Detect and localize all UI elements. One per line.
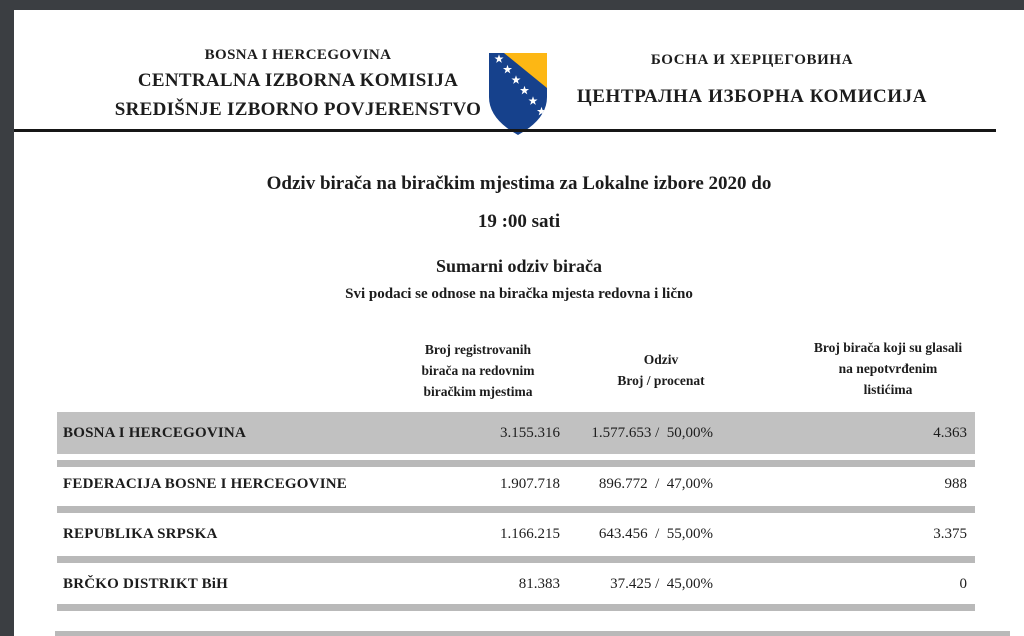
column-header-registered-line3: biračkim mjestima [423,384,533,399]
row-label: REPUBLIKA SRPSKA [63,526,218,542]
row-registered-voters: 1.907.718 [500,476,560,492]
table-row-brcko-distrikt [57,563,975,605]
letterhead-cyrillic-country: БОСНА И ХЕРЦЕГОВИНА [650,52,854,68]
row-turnout: 896.772 / 47,00% [598,476,713,492]
letterhead-latin-commission: CENTRALNA IZBORNA KOMISIJA [137,70,459,91]
letterhead-cyrillic [552,50,952,109]
table-row-republika-srpska [57,513,975,555]
document-title-line1: Odziv birača na biračkim mjestima za Lokalne izbore 2020 do [266,173,772,194]
summary-title: Sumarni odziv birača [435,256,602,276]
column-header-unconfirmed-line3: listićima [863,382,913,397]
column-header-unconfirmed [786,337,990,400]
document-title-line2: 19 :00 sati [477,211,561,232]
row-unconfirmed-ballots: 0 [959,576,967,592]
row-separator [57,604,975,611]
row-turnout: 1.577.653 / 50,00% [591,425,713,441]
column-header-registered-line1: Broj registrovanih [424,342,532,357]
column-header-turnout [576,349,746,391]
column-header-unconfirmed-line1: Broj birača koji su glasali [813,340,963,355]
bih-coat-of-arms-icon [487,51,549,137]
letterhead-latin-commission-alt: SREDIŠNJE IZBORNO POVJERENSTVO [114,99,482,120]
table-row-federacija-bih [57,463,975,505]
letterhead-divider [14,129,996,132]
row-unconfirmed-ballots: 4.363 [933,425,967,441]
column-header-turnout-line1: Odziv [643,352,679,367]
row-label: FEDERACIJA BOSNE I HERCEGOVINE [63,476,347,492]
summary-subtitle: Svi podaci se odnose na biračka mjesta redovna i lično [345,286,693,302]
row-unconfirmed-ballots: 3.375 [933,526,967,542]
row-label: BOSNA I HERCEGOVINA [63,425,247,441]
column-header-turnout-line2: Broj / procenat [617,373,705,388]
letterhead-latin-country: BOSNA I HERCEGOVINA [204,47,392,63]
row-registered-voters: 1.166.215 [500,526,560,542]
row-turnout: 37.425 / 45,00% [610,576,713,592]
column-header-unconfirmed-line2: na nepotvrđenim [838,361,938,376]
next-row-separator-partial [55,631,1010,636]
row-label: BRČKO DISTRIKT BiH [63,576,229,592]
row-turnout: 643.456 / 55,00% [598,526,713,542]
column-header-registered-line2: birača na redovnim [421,363,535,378]
table-row-bosna-i-hercegovina [57,412,975,454]
row-registered-voters: 3.155.316 [500,425,560,441]
viewer-frame-left [0,0,14,636]
letterhead-cyrillic-commission: ЦЕНТРАЛНА ИЗБОРНА КОМИСИЈА [576,86,928,107]
row-registered-voters: 81.383 [518,576,560,592]
row-separator [57,506,975,513]
row-separator [57,556,975,563]
viewer-frame-top [0,0,1024,10]
column-header-registered [375,339,581,402]
letterhead-latin [97,44,499,124]
row-unconfirmed-ballots: 988 [944,476,967,492]
